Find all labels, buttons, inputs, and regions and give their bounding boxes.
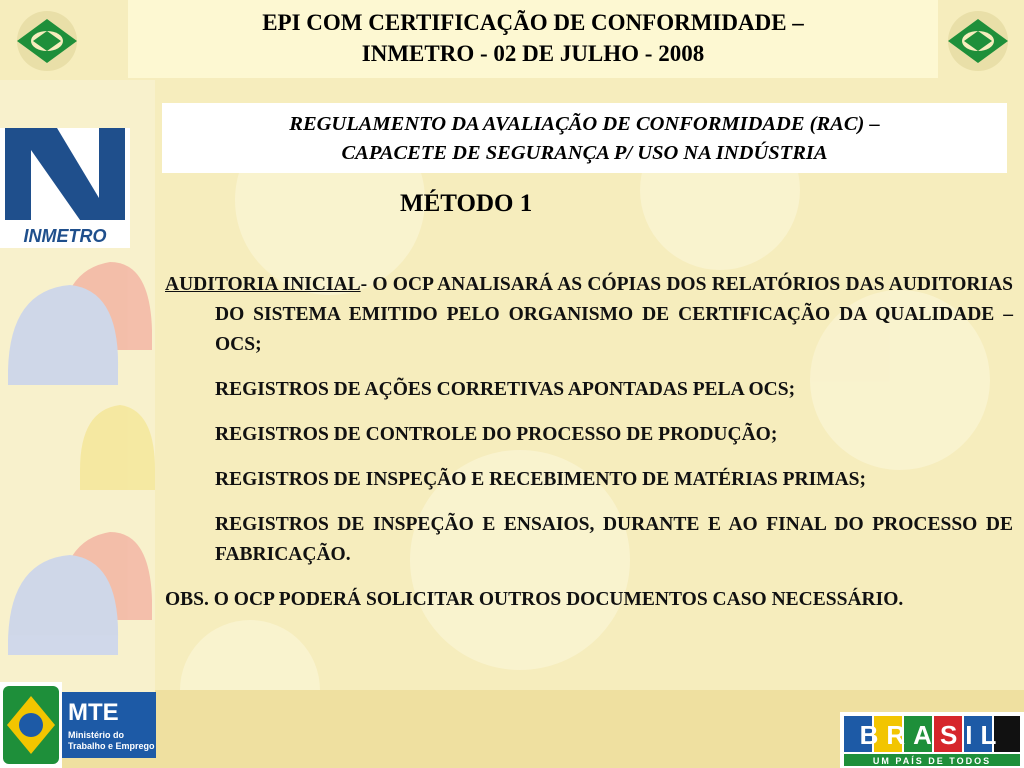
mte-logo-sub1: Ministério do [68,730,124,740]
title-line-2: INMETRO - 02 DE JULHO - 2008 [361,41,705,66]
subtitle-line-2: CAPACETE DE SEGURANÇA P/ USO NA INDÚSTRIA [341,142,828,164]
mte-logo-sub2: Trabalho e Emprego [68,741,155,751]
mte-logo-text: MTE [68,699,119,726]
initial-audit-label: AUDITORIA INICIAL [165,274,361,295]
brasil-logo-text: BRASIL [859,720,1005,750]
title-line-1: EPI COM CERTIFICAÇÃO DE CONFORMIDADE – [262,10,804,35]
brasil-logo-tagline: UM PAÍS DE TODOS [872,756,992,766]
subtitle-line-1: REGULAMENTO DA AVALIAÇÃO DE CONFORMIDADE (RAC) – [289,113,880,135]
paragraph-observation: OBS. O OCP PODERÁ SOLICITAR OUTROS DOCUMENTOS CASO NECESSÁRIO. [165,589,904,610]
paragraph-production-control: REGISTROS DE CONTROLE DO PROCESSO DE PRODUÇÃO; [215,424,778,445]
paragraph-corrective-actions: REGISTROS DE AÇÕES CORRETIVAS APONTADAS PELA OCS; [215,379,796,400]
content-body [165,270,1013,630]
subtitle [162,103,1007,173]
inmetro-logo [0,128,130,248]
method-title: MÉTODO 1 [400,190,533,217]
paragraph-inspection-tests: REGISTROS DE INSPEÇÃO E ENSAIOS, DURANTE E AO FINAL DO PROCESSO DE FABRICAÇÃO. [215,514,1013,565]
mte-logo [0,682,156,768]
initial-audit-text: - O OCP ANALISARÁ AS CÓPIAS DOS RELATÓRIOS DAS AUDITORIAS DO SISTEMA EMITIDO PELO ORGANISMO DE CERTIFICAÇÃO DA QUALIDADE – OCS; [215,274,1013,355]
inmetro-logo-text: INMETRO [23,226,107,246]
gear-emblem-icon [5,5,85,75]
gear-emblem-icon [940,5,1020,75]
page-title [128,0,938,78]
paragraph-initial-audit [165,270,1013,360]
paragraph-raw-materials: REGISTROS DE INSPEÇÃO E RECEBIMENTO DE MATÉRIAS PRIMAS; [215,469,867,490]
brasil-logo [840,712,1024,768]
